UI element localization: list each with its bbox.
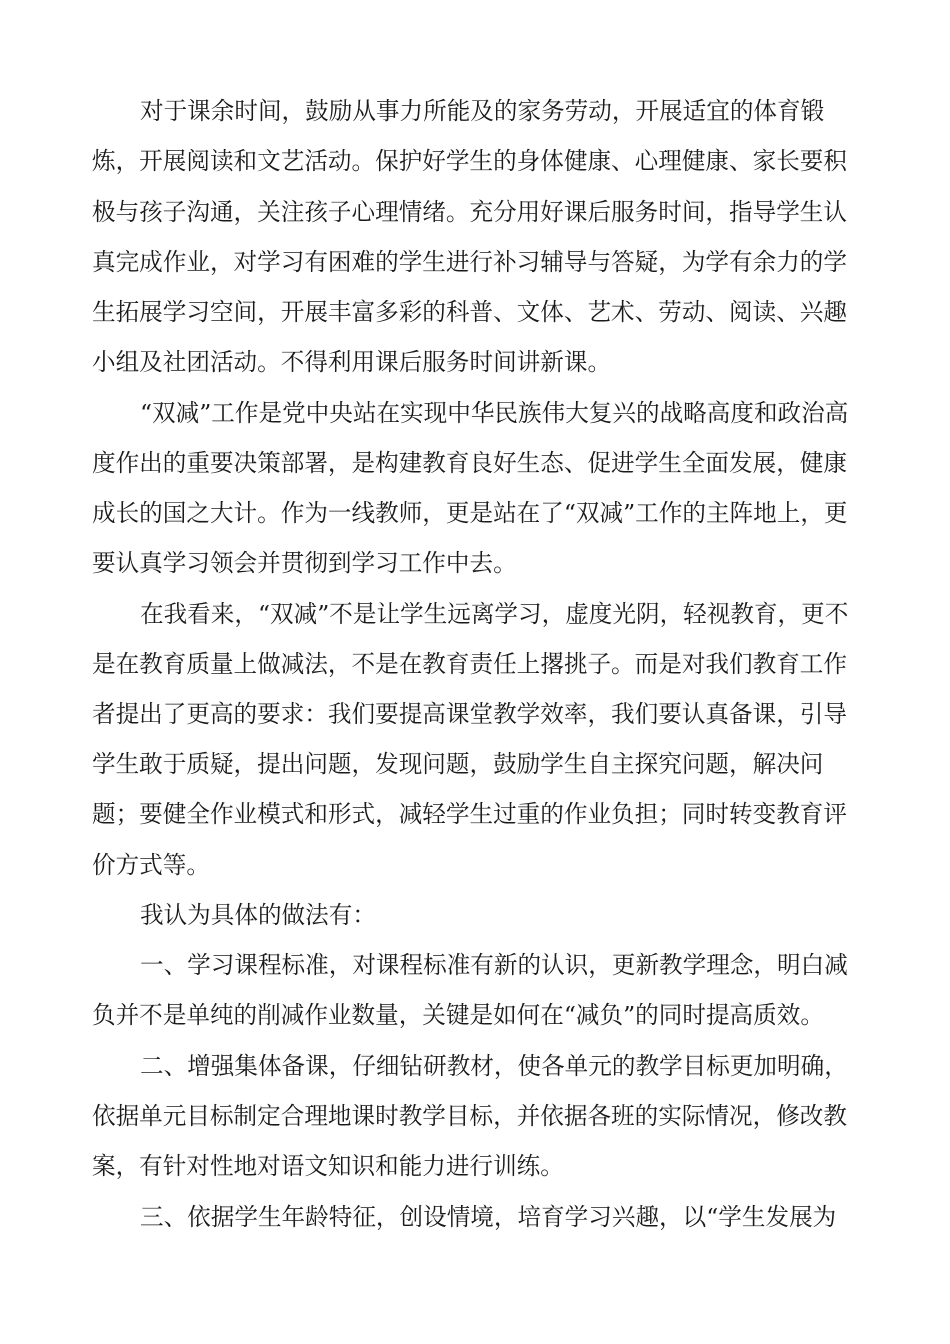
text-line: 生拓展学习空间，开展丰富多彩的科普、文体、艺术、劳动、阅读、兴趣: [92, 298, 847, 326]
text-line: 真完成作业，对学习有困难的学生进行补习辅导与答疑，为学有余力的学: [92, 248, 847, 276]
text-line: 在我看来，“双减”不是让学生远离学习，虚度光阴，轻视教育，更不: [140, 600, 849, 628]
text-line: 者提出了更高的要求：我们要提高课堂教学效率，我们要认真备课，引导: [92, 700, 847, 728]
text-line: 二、增强集体备课，仔细钻研教材，使各单元的教学目标更加明确，: [140, 1052, 848, 1080]
text-line: “双减”工作是党中央站在实现中华民族伟大复兴的战略高度和政治高: [140, 399, 849, 427]
text-line: 要认真学习领会并贯彻到学习工作中去。: [92, 549, 517, 577]
text-line: 价方式等。: [92, 851, 210, 879]
text-line: 成长的国之大计。作为一线教师，更是站在了“双减”工作的主阵地上，更: [92, 499, 848, 527]
text-line: 案，有针对性地对语文知识和能力进行训练。: [92, 1152, 564, 1180]
text-line: 我认为具体的做法有：: [140, 901, 376, 929]
text-line: 题；要健全作业模式和形式，减轻学生过重的作业负担；同时转变教育评: [92, 800, 847, 828]
text-line: 是在教育质量上做减法，不是在教育责任上撂挑子。而是对我们教育工作: [92, 650, 847, 678]
text-line: 炼，开展阅读和文艺活动。保护好学生的身体健康、心理健康、家长要积: [92, 147, 847, 175]
text-line: 对于课余时间，鼓励从事力所能及的家务劳动，开展适宜的体育锻: [140, 97, 825, 125]
text-line: 小组及社团活动。不得利用课后服务时间讲新课。: [92, 348, 612, 376]
text-line: 度作出的重要决策部署，是构建教育良好生态、促进学生全面发展，健康: [92, 449, 847, 477]
text-line: 依据单元目标制定合理地课时教学目标，并依据各班的实际情况，修改教: [92, 1102, 847, 1130]
text-line: 一、学习课程标准，对课程标准有新的认识，更新教学理念，明白减: [140, 951, 848, 979]
text-line: 学生敢于质疑，提出问题，发现问题，鼓励学生自主探究问题，解决问: [92, 750, 824, 778]
text-line: 负并不是单纯的削减作业数量，关键是如何在“减负”的同时提高质效。: [92, 1001, 824, 1029]
text-line: 极与孩子沟通，关注孩子心理情绪。充分用好课后服务时间，指导学生认: [92, 198, 847, 226]
text-line: 三、依据学生年龄特征，创设情境，培育学习兴趣，以“学生发展为: [140, 1203, 837, 1231]
